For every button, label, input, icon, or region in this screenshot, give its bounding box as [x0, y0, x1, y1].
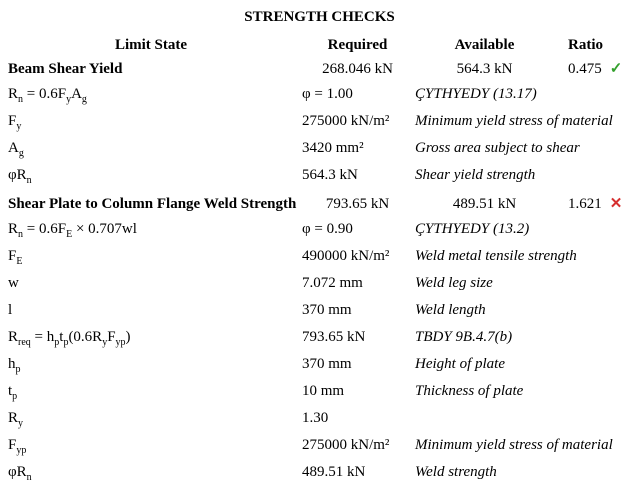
description-cell: TBDY 9B.4.7(b): [415, 329, 513, 345]
table-row: [0, 84, 639, 111]
limit-state-cell: $A_g$: [8, 140, 24, 159]
limit-state-cell: $t_p$: [8, 383, 18, 402]
description-cell: Shear yield strength: [415, 167, 536, 183]
required-cell: 275000 kN/m²: [302, 437, 390, 453]
limit-state-cell: $h_p$: [8, 356, 21, 375]
required-cell: φ = 1.00: [302, 86, 353, 102]
required-cell: 7.072 mm: [302, 275, 363, 291]
limit-state-cell: l: [8, 302, 13, 318]
required-cell: 564.3 kN: [302, 167, 358, 183]
limit-state-cell: $R_n = 0.6F_yA_g$: [8, 86, 87, 105]
description-cell: Height of plate: [415, 356, 505, 372]
available-cell: 564.3 kN: [456, 61, 513, 77]
description-cell: Weld length: [415, 302, 486, 318]
required-cell: 268.046 kN: [322, 61, 393, 77]
table-row: [0, 354, 639, 381]
required-cell: 10 mm: [302, 383, 345, 399]
limit-state-cell: $R_{req} = h_pt_p(0.6R_yF_{yp})$: [8, 329, 131, 348]
required-cell: 793.65 kN: [302, 329, 366, 345]
description-cell: Weld metal tensile strength: [415, 248, 577, 264]
strength-checks-table: [0, 35, 639, 489]
table-row: [0, 246, 639, 273]
pass-icon: ✓: [609, 61, 623, 77]
description-cell: Weld strength: [415, 464, 497, 480]
table-row: [0, 192, 639, 219]
description-cell: ÇYTHYEDY (13.17): [415, 86, 537, 102]
table-row: [0, 111, 639, 138]
column-header-ratio: Ratio: [568, 37, 603, 53]
required-cell: 489.51 kN: [302, 464, 366, 480]
column-header-available: Available: [454, 37, 515, 53]
limit-state-cell: $\varphi R_n$: [8, 167, 32, 186]
required-cell: 3420 mm²: [302, 140, 364, 156]
description-cell: Minimum yield stress of material: [415, 437, 613, 453]
required-cell: 370 mm: [302, 356, 352, 372]
table-rows: [0, 57, 639, 489]
required-cell: 490000 kN/m²: [302, 248, 390, 264]
description-cell: Weld leg size: [415, 275, 493, 291]
description-cell: Gross area subject to shear: [415, 140, 580, 156]
table-row: [0, 219, 639, 246]
limit-state-cell: $F_E$: [8, 248, 23, 267]
required-cell: 1.30: [302, 410, 329, 426]
column-header-required: Required: [327, 37, 388, 53]
page-title: STRENGTH CHECKS: [244, 9, 395, 25]
available-cell: 489.51 kN: [452, 196, 517, 212]
ratio-cell: [556, 194, 639, 213]
limit-state-cell: $R_n = 0.6F_E \times 0.707wl$: [8, 221, 137, 240]
limit-state-cell: Beam Shear Yield: [8, 61, 123, 77]
column-header-limit-state: Limit State: [114, 37, 188, 53]
ratio-value: 0.475: [568, 61, 602, 77]
ratio-value: 1.621: [568, 196, 602, 212]
table-row: [0, 165, 639, 192]
table-row: [0, 381, 639, 408]
required-cell: 793.65 kN: [325, 196, 390, 212]
description-cell: Thickness of plate: [415, 383, 524, 399]
description-cell: Minimum yield stress of material: [415, 113, 613, 129]
limit-state-cell: $R_y$: [8, 410, 24, 429]
table-row: [0, 462, 639, 489]
required-cell: 370 mm: [302, 302, 352, 318]
table-header-row: [0, 35, 639, 57]
limit-state-cell: $F_y$: [8, 113, 22, 132]
fail-icon: ✕: [609, 196, 623, 212]
limit-state-cell: Shear Plate to Column Flange Weld Strength: [8, 196, 297, 212]
table-row: [0, 435, 639, 462]
limit-state-cell: $F_{yp}$: [8, 437, 27, 456]
table-row: [0, 300, 639, 327]
required-cell: φ = 0.90: [302, 221, 353, 237]
table-row: [0, 273, 639, 300]
table-row: [0, 57, 639, 84]
description-cell: ÇYTHYEDY (13.2): [415, 221, 530, 237]
table-row: [0, 408, 639, 435]
table-row: [0, 327, 639, 354]
limit-state-cell: w: [8, 275, 19, 291]
required-cell: 275000 kN/m²: [302, 113, 390, 129]
ratio-cell: [556, 59, 639, 78]
table-row: [0, 138, 639, 165]
limit-state-cell: $\varphi R_n$: [8, 464, 32, 483]
